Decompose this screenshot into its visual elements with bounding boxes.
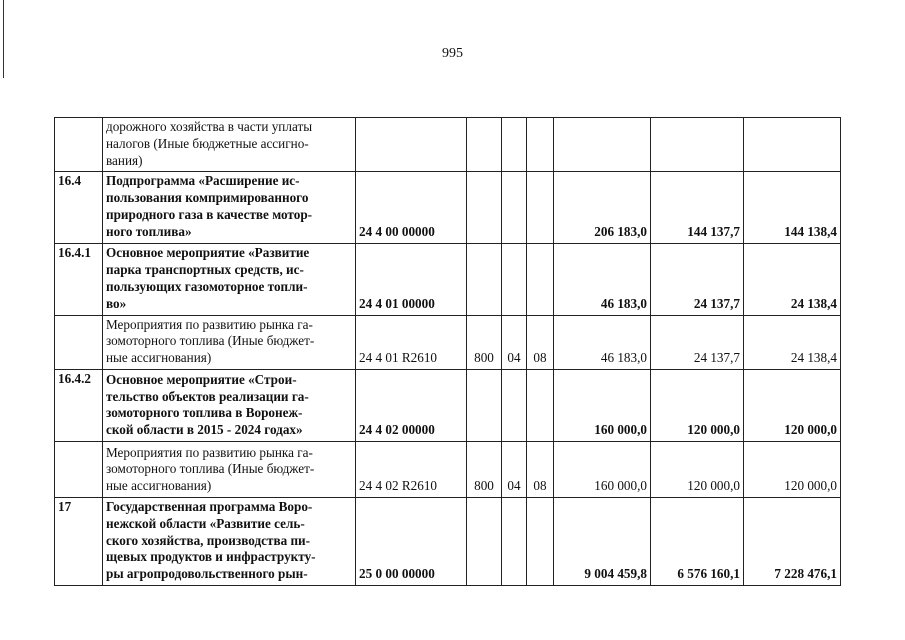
amount-year1-cell: 9 004 459,8 bbox=[554, 497, 651, 585]
amount-year2-cell: 24 137,7 bbox=[651, 243, 744, 315]
expense-type-cell bbox=[467, 243, 502, 315]
section-cell bbox=[502, 369, 527, 441]
amount-year2-cell: 6 576 160,1 bbox=[651, 497, 744, 585]
row-name-cell: Основное мероприятие «Развитие парка транспортных средств, ис- пользующих газомоторное топли- во» bbox=[103, 243, 356, 315]
row-name-cell: Мероприятия по развитию рынка га- зомоторного топлива (Иные бюджет- ные ассигнования) bbox=[103, 315, 356, 369]
row-name-cell: Основное мероприятие «Строи- тельство объектов реализации га- зомоторного топлива в Воронеж- ской области в 2015 - 2024 годах» bbox=[103, 369, 356, 441]
amount-year1-cell: 160 000,0 bbox=[554, 369, 651, 441]
amount-year1-cell: 160 000,0 bbox=[554, 441, 651, 497]
row-number-cell: 17 bbox=[55, 497, 103, 585]
row-name-cell: Подпрограмма «Расширение ис- пользования компримированного природного газа в качестве мотор- ного топлива» bbox=[103, 172, 356, 243]
row-name-cell: Мероприятия по развитию рынка га- зомоторного топлива (Иные бюджет- ные ассигнования) bbox=[103, 441, 356, 497]
amount-year2-cell: 24 137,7 bbox=[651, 315, 744, 369]
budget-code-cell: 24 4 01 R2610 bbox=[356, 315, 467, 369]
budget-code-cell bbox=[356, 118, 467, 172]
table-row bbox=[55, 497, 841, 585]
amount-year3-cell: 7 228 476,1 bbox=[744, 497, 841, 585]
row-name-cell: дорожного хозяйства в части уплаты налогов (Иные бюджетные ассигно- вания) bbox=[103, 118, 356, 172]
amount-year1-cell bbox=[554, 118, 651, 172]
budget-code-cell: 24 4 02 00000 bbox=[356, 369, 467, 441]
section-cell: 04 bbox=[502, 441, 527, 497]
amount-year2-cell: 144 137,7 bbox=[651, 172, 744, 243]
amount-year2-cell: 120 000,0 bbox=[651, 369, 744, 441]
section-cell bbox=[502, 497, 527, 585]
row-number-cell: 16.4 bbox=[55, 172, 103, 243]
budget-code-cell: 25 0 00 00000 bbox=[356, 497, 467, 585]
amount-year1-cell: 206 183,0 bbox=[554, 172, 651, 243]
section-cell bbox=[502, 243, 527, 315]
section-cell bbox=[502, 118, 527, 172]
row-number-cell bbox=[55, 315, 103, 369]
subsection-cell bbox=[527, 497, 554, 585]
budget-code-cell: 24 4 00 00000 bbox=[356, 172, 467, 243]
expense-type-cell bbox=[467, 172, 502, 243]
subsection-cell bbox=[527, 369, 554, 441]
row-number-cell: 16.4.2 bbox=[55, 369, 103, 441]
row-number-cell bbox=[55, 118, 103, 172]
subsection-cell bbox=[527, 243, 554, 315]
table-row bbox=[55, 172, 841, 243]
subsection-cell: 08 bbox=[527, 441, 554, 497]
table-row bbox=[55, 315, 841, 369]
subsection-cell: 08 bbox=[527, 315, 554, 369]
amount-year3-cell bbox=[744, 118, 841, 172]
expense-type-cell: 800 bbox=[467, 315, 502, 369]
table-row bbox=[55, 441, 841, 497]
amount-year2-cell: 120 000,0 bbox=[651, 441, 744, 497]
budget-code-cell: 24 4 02 R2610 bbox=[356, 441, 467, 497]
expense-type-cell: 800 bbox=[467, 441, 502, 497]
section-cell: 04 bbox=[502, 315, 527, 369]
amount-year3-cell: 144 138,4 bbox=[744, 172, 841, 243]
amount-year3-cell: 24 138,4 bbox=[744, 315, 841, 369]
table-body bbox=[55, 118, 841, 586]
table-row bbox=[55, 369, 841, 441]
subsection-cell bbox=[527, 172, 554, 243]
budget-code-cell: 24 4 01 00000 bbox=[356, 243, 467, 315]
section-cell bbox=[502, 172, 527, 243]
budget-table bbox=[54, 117, 841, 586]
page-number: 995 bbox=[442, 46, 463, 61]
table-row bbox=[55, 243, 841, 315]
subsection-cell bbox=[527, 118, 554, 172]
page-margin-line bbox=[3, 0, 4, 78]
expense-type-cell bbox=[467, 497, 502, 585]
amount-year3-cell: 120 000,0 bbox=[744, 441, 841, 497]
amount-year1-cell: 46 183,0 bbox=[554, 315, 651, 369]
amount-year3-cell: 120 000,0 bbox=[744, 369, 841, 441]
amount-year3-cell: 24 138,4 bbox=[744, 243, 841, 315]
row-number-cell: 16.4.1 bbox=[55, 243, 103, 315]
amount-year2-cell bbox=[651, 118, 744, 172]
table-row bbox=[55, 118, 841, 172]
row-name-cell: Государственная программа Воро- нежской области «Развитие сель- ского хозяйства, производства пи- щевых продуктов и инфраструкту- ры агропродовольственного рын- bbox=[103, 497, 356, 585]
amount-year1-cell: 46 183,0 bbox=[554, 243, 651, 315]
expense-type-cell bbox=[467, 118, 502, 172]
expense-type-cell bbox=[467, 369, 502, 441]
row-number-cell bbox=[55, 441, 103, 497]
